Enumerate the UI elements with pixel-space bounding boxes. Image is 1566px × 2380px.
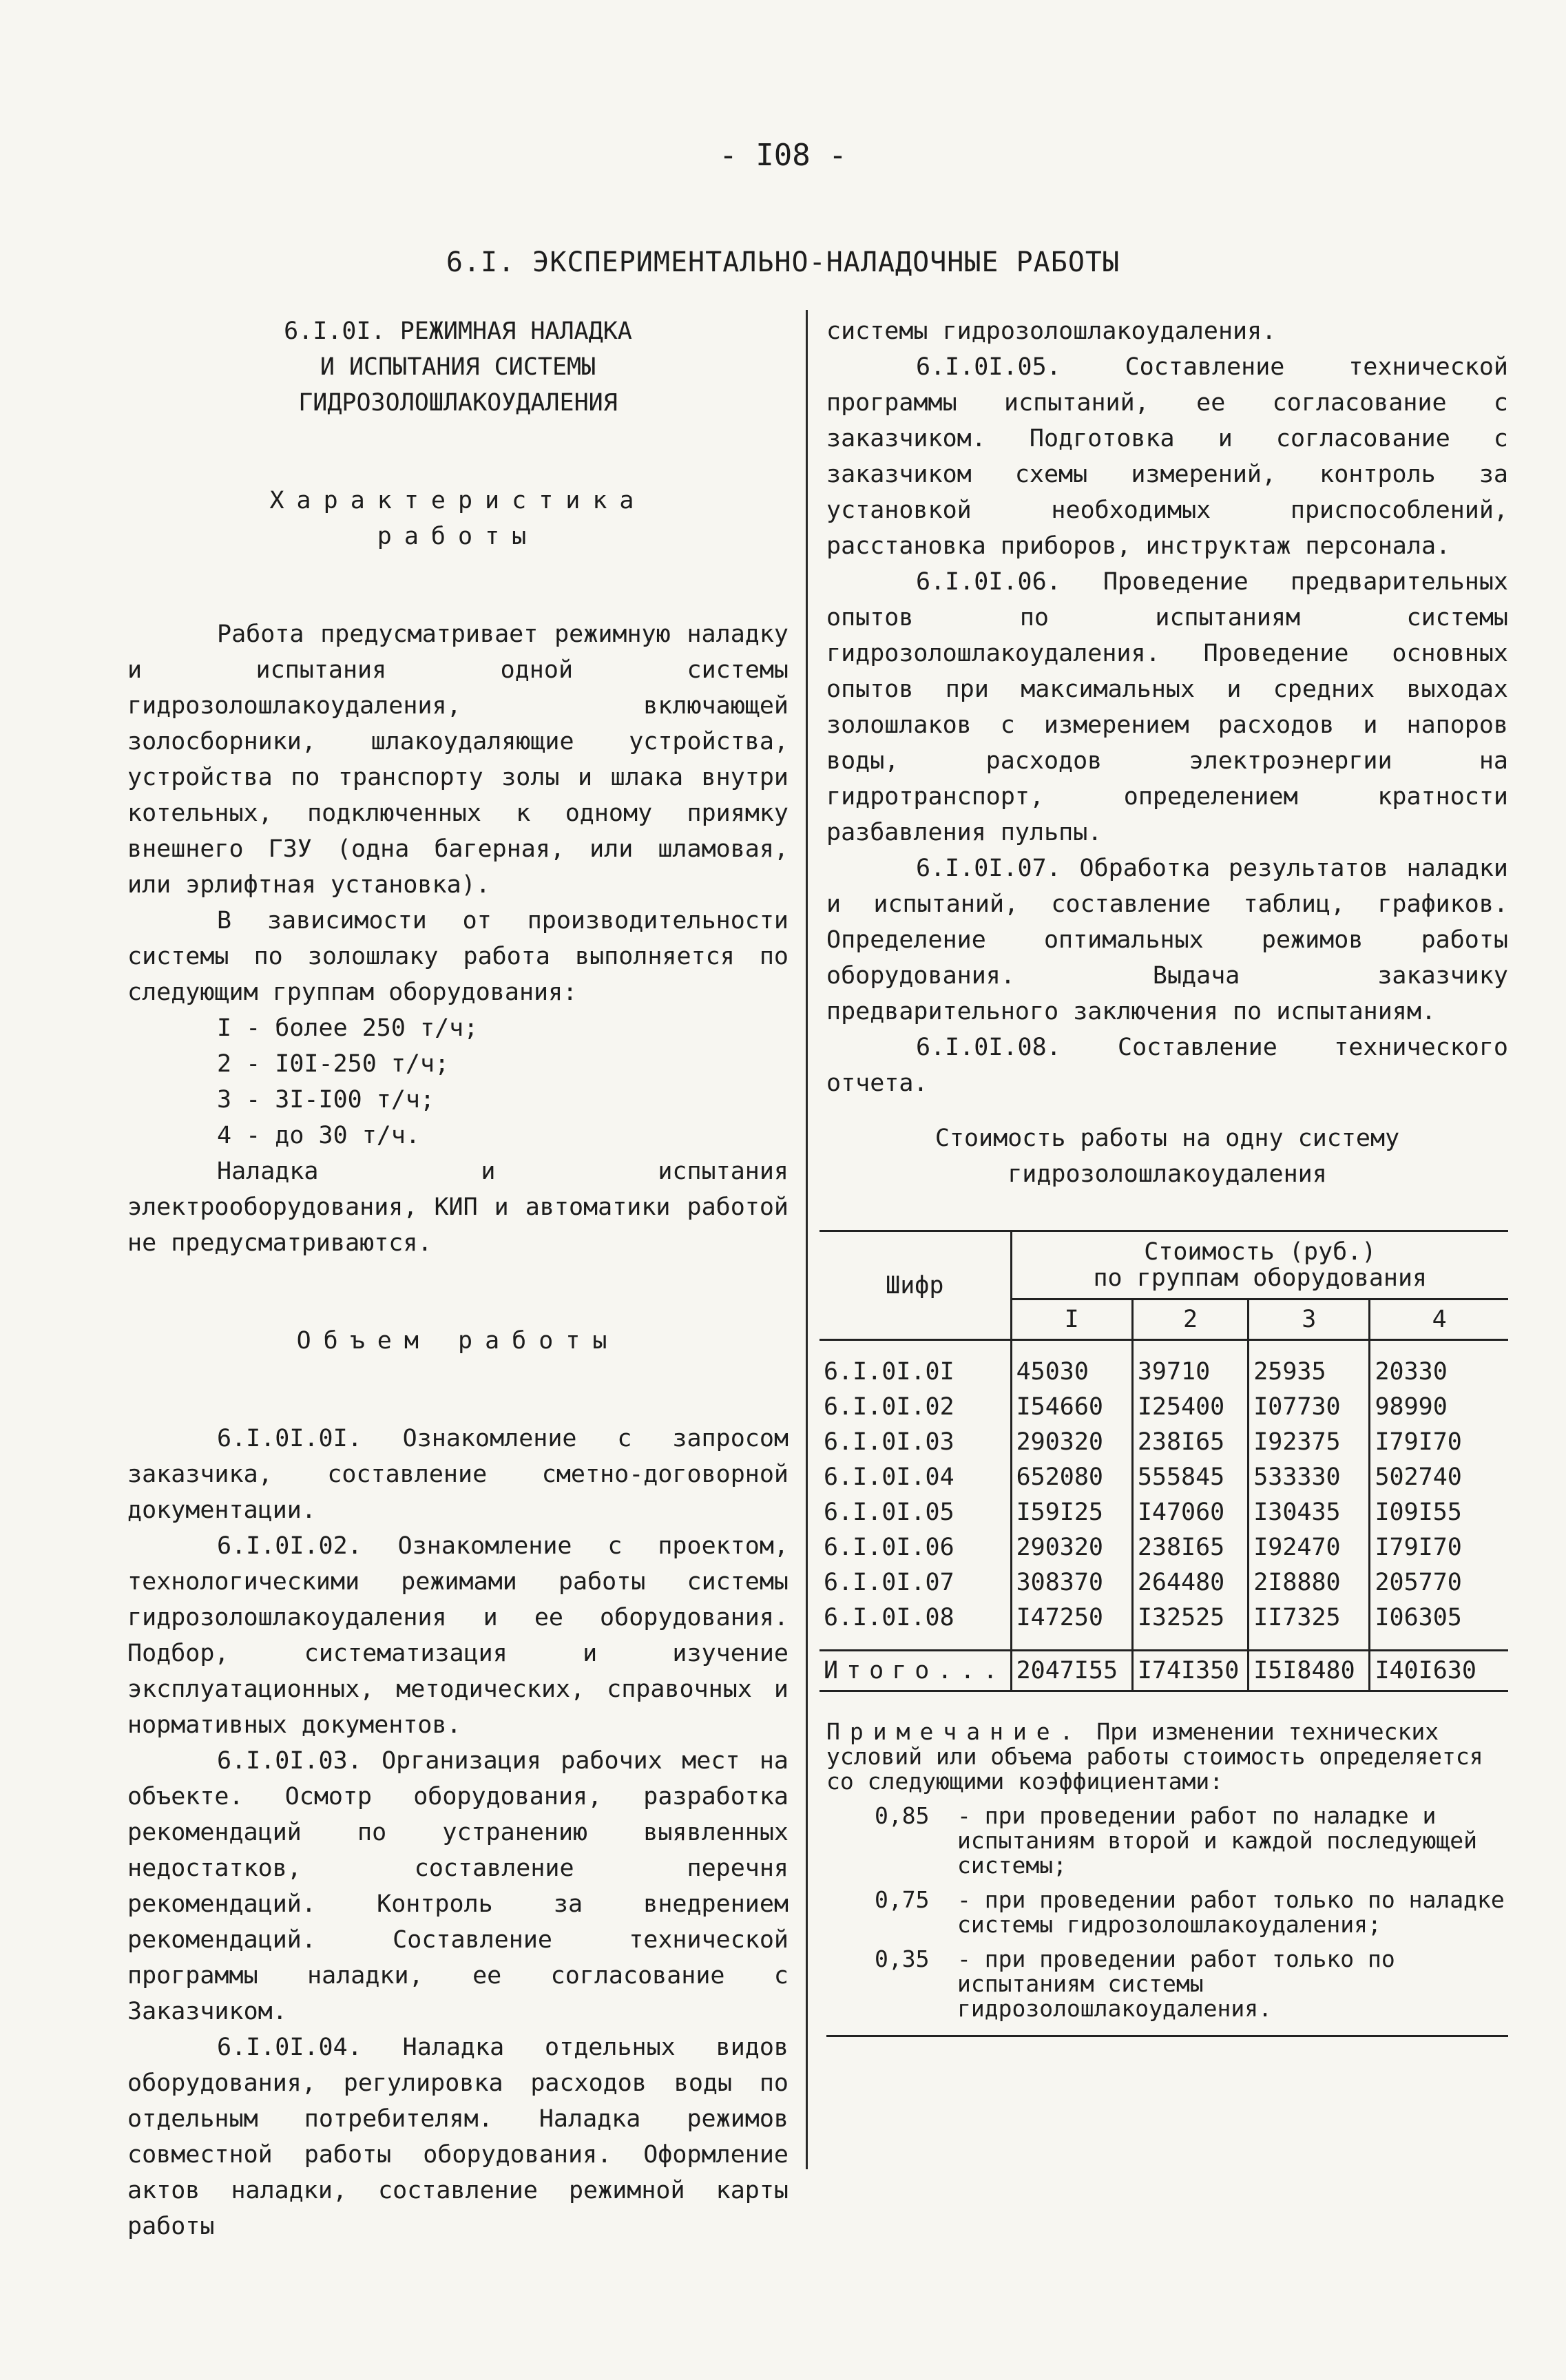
- table-row: [819, 1495, 1508, 1530]
- equipment-group-item: 3 - 3I-I00 т/ч;: [217, 1086, 435, 1114]
- cost-cell: 238I65: [1132, 1530, 1248, 1565]
- total-cell: I74I350: [1132, 1651, 1248, 1691]
- row-code: 6.I.0I.02: [824, 1393, 954, 1421]
- cost-cell: 555845: [1132, 1460, 1248, 1495]
- scope-item-0105: 6.I.0I.05. Составление технической программы испытаний, ее согласование с заказчиком. Подготовка и согласование с заказчиком схемы измерений, контроль за установкой необходимых приспособлений, расстановка приборов, инструктаж персонала.: [826, 353, 1508, 560]
- cost-cell: I06305: [1370, 1600, 1508, 1651]
- code-column-header: Шифр: [819, 1231, 1011, 1340]
- cost-cell: 308370: [1011, 1565, 1132, 1600]
- cost-title-line-1: Стоимость работы на одну систему: [935, 1125, 1400, 1152]
- row-code: 6.I.0I.03: [824, 1428, 954, 1456]
- cost-cell: 502740: [1370, 1460, 1508, 1495]
- coefficient-item: [826, 1947, 1508, 2021]
- coefficient-value: 0,35: [875, 1945, 930, 1972]
- cost-cell: I92470: [1249, 1530, 1370, 1565]
- cost-table-title: [826, 1120, 1508, 1192]
- cost-cell: 290320: [1011, 1530, 1132, 1565]
- note-end-rule: [826, 2035, 1508, 2037]
- row-code: 6.I.0I.05: [824, 1499, 954, 1526]
- table-row: [819, 1565, 1508, 1600]
- cost-cell: I59I25: [1011, 1495, 1132, 1530]
- characteristic-paragraph-3: Наладка и испытания электрооборудования, КИП и автоматики работой не предусматриваются.: [127, 1158, 789, 1257]
- cost-cell: I07730: [1249, 1390, 1370, 1425]
- table-row: [819, 1460, 1508, 1495]
- cost-header-line-2: по группам оборудования: [1093, 1264, 1428, 1292]
- left-column: [127, 313, 789, 2244]
- table-row: [819, 1390, 1508, 1425]
- scope-item-0108: 6.I.0I.08. Составление технического отчета.: [826, 1034, 1508, 1097]
- cost-column-header: [1011, 1231, 1508, 1299]
- coefficient-value: 0,85: [875, 1802, 930, 1829]
- cost-cell: 238I65: [1132, 1425, 1248, 1460]
- row-code: 6.I.0I.08: [824, 1604, 954, 1631]
- cost-cell: 533330: [1249, 1460, 1370, 1495]
- cost-cell: I92375: [1249, 1425, 1370, 1460]
- cost-title-line-2: гидрозолошлакоудаления: [1008, 1160, 1327, 1188]
- equipment-group-list: [127, 1010, 789, 1154]
- cost-header-line-1: Стоимость (руб.): [1144, 1238, 1377, 1266]
- right-column: [826, 313, 1508, 2037]
- equipment-group-item: 4 - до 30 т/ч.: [217, 1122, 421, 1149]
- total-cell: I40I630: [1370, 1651, 1508, 1691]
- cost-cell: I30435: [1249, 1495, 1370, 1530]
- total-cell: 2047I55: [1011, 1651, 1132, 1691]
- cost-cell: I09I55: [1370, 1495, 1508, 1530]
- table-row: [819, 1425, 1508, 1460]
- cost-cell: 20330: [1370, 1340, 1508, 1390]
- total-cell: I5I8480: [1249, 1651, 1370, 1691]
- table-row: [819, 1530, 1508, 1565]
- cost-cell: I79I70: [1370, 1425, 1508, 1460]
- cost-cell: 98990: [1370, 1390, 1508, 1425]
- subsection-heading: [127, 313, 789, 421]
- note-intro: [826, 1720, 1508, 1794]
- characteristic-heading: [127, 483, 789, 554]
- row-code: 6.I.0I.07: [824, 1569, 954, 1596]
- table-row: [819, 1340, 1508, 1390]
- cost-cell: 39710: [1132, 1340, 1248, 1390]
- cost-cell: I47250: [1011, 1600, 1132, 1651]
- cost-cell: II7325: [1249, 1600, 1370, 1651]
- coefficient-item: [826, 1888, 1508, 1937]
- cost-cell: I32525: [1132, 1600, 1248, 1651]
- cost-cell: 205770: [1370, 1565, 1508, 1600]
- scope-item-0101: 6.I.0I.0I. Ознакомление с запросом заказчика, составление сметно-договорной документации.: [127, 1425, 789, 1524]
- table-row: [819, 1600, 1508, 1651]
- equipment-group-item: I - более 250 т/ч;: [217, 1014, 479, 1042]
- continued-text: системы гидрозолошлакоудаления.: [826, 317, 1277, 345]
- cost-cell: 652080: [1011, 1460, 1132, 1495]
- page-number: - I08 -: [719, 138, 847, 173]
- note-text: При изменении технических условий или объема работы стоимость определяется со следующими коэффициентами:: [826, 1718, 1483, 1795]
- group-header: 3: [1249, 1299, 1370, 1340]
- coefficient-text: - при проведении работ только по наладке системы гидрозолошлакоудаления;: [957, 1886, 1505, 1938]
- scope-item-0106: 6.I.0I.06. Проведение предварительных опытов по испытаниям системы гидрозолошлакоудаления. Проведение основных опытов при максимальных и средних выходах золошлаков с измерением расходов и напоров воды, расходов электроэнергии на гидротранспорт, определением кратности разбавления пульпы.: [826, 568, 1508, 846]
- scope-item-0103: 6.I.0I.03. Организация рабочих мест на объекте. Осмотр оборудования, разработка рекомендаций по устранению выявленных недостатков, составление перечня рекомендаций. Контроль за внедрением рекомендаций. Составление технической программы наладки, ее согласование с Заказчиком.: [127, 1747, 789, 2025]
- coefficient-item: [826, 1804, 1508, 1878]
- cost-cell: 45030: [1011, 1340, 1132, 1390]
- cost-cell: 290320: [1011, 1425, 1132, 1460]
- equipment-group-item: 2 - I0I-250 т/ч;: [217, 1050, 450, 1078]
- subsection-line-1: 6.I.0I. РЕЖИМНАЯ НАЛАДКА: [284, 317, 632, 345]
- cost-cell: I47060: [1132, 1495, 1248, 1530]
- row-code: 6.I.0I.04: [824, 1463, 954, 1491]
- scope-item-0107: 6.I.0I.07. Обработка результатов наладки и испытаний, составление таблиц, графиков. Определение оптимальных режимов работы оборудования. Выдача заказчику предварительного заключения по испытаниям.: [826, 855, 1508, 1025]
- section-title: 6.I. ЭКСПЕРИМЕНТАЛЬНО-НАЛАДОЧНЫЕ РАБОТЫ: [446, 247, 1120, 278]
- note-block: [826, 1720, 1508, 2037]
- cost-cell: I79I70: [1370, 1530, 1508, 1565]
- characteristic-heading-line-2: работы: [377, 523, 539, 550]
- total-row: [819, 1651, 1508, 1691]
- characteristic-heading-line-1: Характеристика: [269, 487, 647, 514]
- subsection-line-3: ГИДРОЗОЛОШЛАКОУДАЛЕНИЯ: [298, 389, 618, 417]
- coefficient-text: - при проведении работ по наладке и испытаниям второй и каждой последующей системы;: [957, 1802, 1477, 1879]
- coefficient-value: 0,75: [875, 1886, 930, 1913]
- group-header: I: [1011, 1299, 1132, 1340]
- scope-item-0104: 6.I.0I.04. Наладка отдельных видов оборудования, регулировка расходов воды по отдельным потребителям. Наладка режимов совместной работы оборудования. Оформление актов наладки, составление режимной карты работы: [127, 2034, 789, 2240]
- group-header: 4: [1370, 1299, 1508, 1340]
- total-label: Итого...: [819, 1651, 1011, 1691]
- characteristic-paragraph-1: Работа предусматривает режимную наладку и испытания одной системы гидрозолошлакоудаления, включающей золосборники, шлакоудаляющие устройства, устройства по транспорту золы и шлака внутри котельных, подключенных к одному приямку внешнего ГЗУ (одна багерная, или шламовая, или эрлифтная установка).: [127, 620, 789, 899]
- cost-cell: I54660: [1011, 1390, 1132, 1425]
- row-code: 6.I.0I.0I: [824, 1358, 954, 1386]
- coefficient-text: - при проведении работ только по испытаниям системы гидрозолошлакоудаления.: [957, 1945, 1395, 2022]
- cost-cell: I25400: [1132, 1390, 1248, 1425]
- cost-table: [819, 1230, 1508, 1692]
- cost-cell: 264480: [1132, 1565, 1248, 1600]
- cost-cell: 25935: [1249, 1340, 1370, 1390]
- column-divider: [806, 310, 808, 2169]
- cost-cell: 2I8880: [1249, 1565, 1370, 1600]
- characteristic-paragraph-2: В зависимости от производительности системы по золошлаку работа выполняется по следующим группам оборудования:: [127, 907, 789, 1006]
- subsection-line-2: И ИСПЫТАНИЯ СИСТЕМЫ: [320, 353, 596, 381]
- note-label: Примечание.: [826, 1718, 1083, 1745]
- group-header: 2: [1132, 1299, 1248, 1340]
- scope-item-0102: 6.I.0I.02. Ознакомление с проектом, технологическими режимами работы системы гидрозолошлакоудаления и ее оборудования. Подбор, систематизация и изучение эксплуатационных, методических, справочных и нормативных документов.: [127, 1532, 789, 1739]
- row-code: 6.I.0I.06: [824, 1534, 954, 1561]
- scope-heading: Объем работы: [296, 1327, 620, 1355]
